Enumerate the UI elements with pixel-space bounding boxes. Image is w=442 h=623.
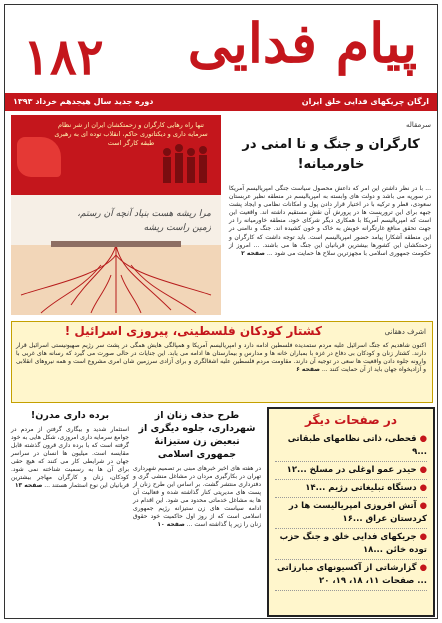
editorial-text: ... با در نظر داشتن این امر که داعش محصول سیاست جنگی امپریالیسم آمریکا در سوریه می باشد و دولت های وابسته به امپریالیسم در منطقه نظیر عربستان سعودی، قطر و ترکیه با در اختیار قرار دادن پول و امکانات نظامی و ایجاد پشت جبهه برای این تروریست ها در پرورش آن نقش مستقیم داشته اند. واقعیت این است که امپریالیسم آمریکا با همکاری دیگر شرکای خود، منطقه خاورمیانه را در جهت تحقق منافع غارتگرانه خویش به خاک و خون کشیده اند. جنگ و ناامنی در این منطقه آشکارا پیامد حضور امپریالیسم است. باید توجه داشت که کارگران و زحمتکشان این کشورها بیشترین قربانیان این جنگ ها می باشند. ... امروز از حکومت جمهوری اسلامی با مجهزترین سلاح ها حمایت می شود ... xyxy=(229,185,431,257)
cover-illustration xyxy=(11,115,221,315)
author-label: اشرف دهقانی xyxy=(384,328,426,336)
women-text: در هفته های اخیر خبرهای مبنی بر تصمیم شهرداری تهران در بکارگیری مردان در مشاغل منشی گری و دفترداری منتشر گشت. بر اساس این طرح زنان از پست های مدیریتی کنار گذاشته شده و فعالیت آن ها به مشاغل خدماتی محدود می شود. این اقدام در ادامه سیاست های زن ستیزانه رژیم جمهوری اسلامی است که از روز اول حاکمیت خود حقوق زنان را زیر پا گذاشته است ... xyxy=(133,465,261,528)
palestine-page-ref: صفحه ۶ xyxy=(296,366,320,373)
section-label: سرمقاله xyxy=(405,121,431,129)
contents-item[interactable]: ●آتش افروزی امپریالیست ها در کردستان عراق ...۱۶ xyxy=(275,498,427,529)
bullet-icon: ● xyxy=(419,483,427,493)
contents-item[interactable]: ●جریکهای فدایی خلق و جنگ حزب توده خائن ...۱۸ xyxy=(275,529,427,560)
masthead-banner xyxy=(5,93,437,111)
handwritten-verse: مرا ریشه هست بنیاد آنچه آن رستم، زمین راست ریشه xyxy=(77,209,211,233)
bullet-icon: ● xyxy=(419,501,427,511)
palestine-article xyxy=(11,321,433,403)
bullet-icon: ● xyxy=(419,465,427,475)
issue-number: ۱۸۲ xyxy=(23,27,104,86)
editorial-page-ref: صفحه ۲ xyxy=(241,249,265,257)
bullet-icon: ● xyxy=(419,434,427,444)
newspaper-page xyxy=(4,4,438,619)
women-page-ref: صفحه ۱۰ xyxy=(157,521,185,528)
slavery-article xyxy=(11,409,129,490)
contents-item[interactable]: ●دستگاه تبلیغاتی رژیم ...۱۴ xyxy=(275,480,427,498)
contents-item[interactable]: ●گزارشاتی از آکسیونهای مبارزاتی ... صفحات ۱۱، ۱۸، ۱۹، ۲۰ xyxy=(275,560,427,591)
palestine-body xyxy=(16,342,426,374)
editorial-body xyxy=(229,185,431,258)
editorial-article xyxy=(227,115,433,315)
women-article xyxy=(133,409,261,529)
contents-item[interactable]: ●قحطی، ذاتی نظامهای طبقاتی ...۹ xyxy=(275,431,427,462)
date-line: دوره جدید سال هیجدهم خرداد ۱۳۹۳ xyxy=(13,97,154,106)
organization-line: ارگان چریکهای فدایی خلق ایران xyxy=(301,97,429,106)
newspaper-title: پیام فدایی xyxy=(187,11,417,75)
poster-text: تنها راه رهایی کارگران و زحمتکشان ایران از شر نظام سرمایه داری و دیکتاتوری حاکم، انقلاب توده ای به رهبری طبقه کارگر است xyxy=(54,121,208,147)
contents-heading: در صفحات دیگر xyxy=(305,413,397,427)
slavery-page-ref: صفحه ۱۳ xyxy=(14,482,43,489)
masthead xyxy=(5,5,437,93)
slavery-body xyxy=(11,426,129,490)
bullet-icon: ● xyxy=(419,563,427,573)
slavery-text: استثمار شدید و بیگاری گرفتن از مردم در جوامع سرمایه داری امروزی، شکل هایی به خود گرفته است که با برده داری قرون گذشته قابل مقایسه است. میلیون ها انسان در سراسر جهان در شرایطی کار می کنند که هیچ حقی برای آن ها به رسمیت شناخته نمی شود. کودکان، زنان و کارگران مهاجر بیشترین قربانیان این نوع استثمار هستند ... xyxy=(11,426,129,489)
contents-box xyxy=(267,407,435,617)
palestine-headline: کشتار کودکان فلسطینی، پیروزی اسرائیل ! xyxy=(64,324,322,338)
slavery-headline: برده داری مدرن! xyxy=(30,410,110,421)
editorial-headline: کارگران و جنگ و نا امنی در خاورمیانه! xyxy=(242,137,420,172)
contents-item[interactable]: ●حیدر عمو اوغلی در مسلخ ...۱۲ xyxy=(275,462,427,480)
women-body xyxy=(133,465,261,529)
palestine-text: اکنون شاهدیم که جنگ اسرائیل علیه مردم ستمدیده فلسطین ادامه دارد و امپریالیسم آمریکا و همپالگی هایش همگی در پشت سر رژیم صهیونیستی اسرائیل قرار دارند. کشتار زنان و کودکان بی دفاع در غزه با بمباران خانه ها و مدارس و بیمارستان ها ادامه می یابد. این جنایات در حالی صورت می گیرد که رسانه های غربی با وارونه جلوه دادن واقعیت ها سعی در توجیه آن دارند. مقاومت مردم فلسطین علیه اشغالگری و برای آزادی سرزمین شان امری مشروع است و همه نیروهای انقلابی و آزادیخواه جهان باید از آن حمایت کنند ... xyxy=(16,342,426,373)
women-headline: طرح حذف زنان از شهرداری، جلوه دیگری از تبعیض زن ستیزانهٔ جمهوری اسلامی xyxy=(138,410,256,460)
bullet-icon: ● xyxy=(419,532,427,542)
